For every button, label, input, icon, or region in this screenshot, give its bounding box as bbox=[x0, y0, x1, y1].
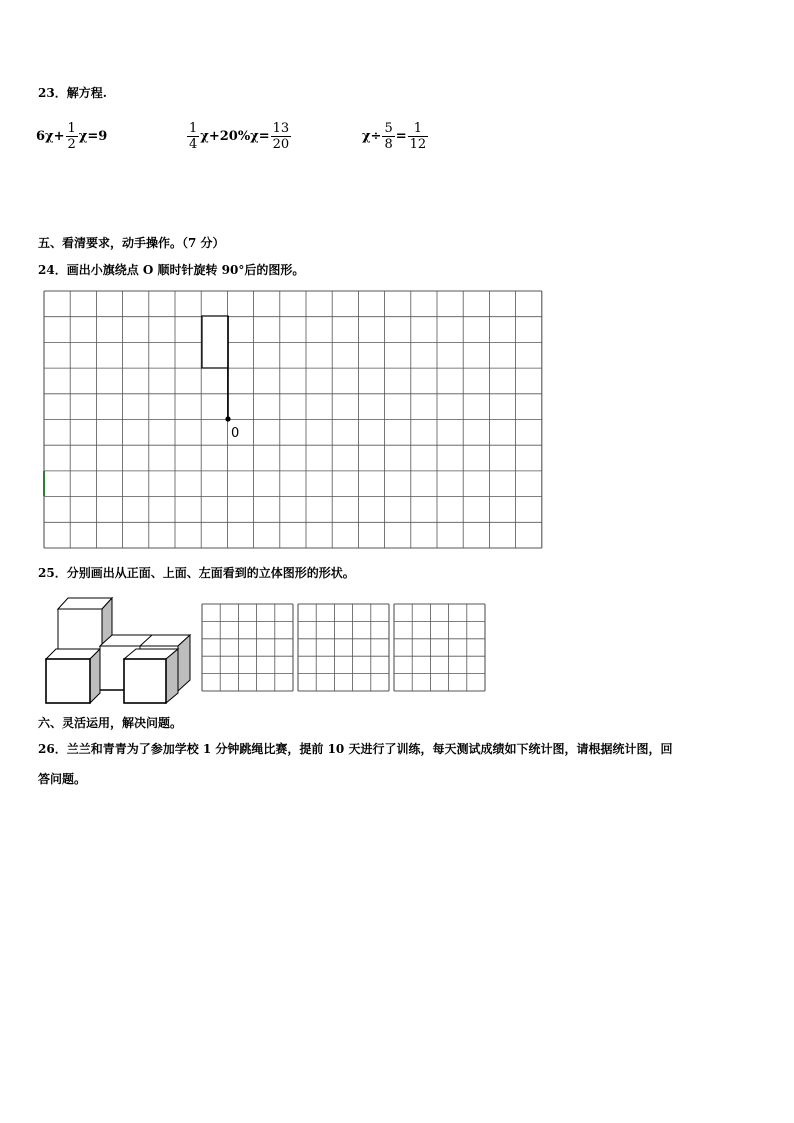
eq1-left: 6χ+ bbox=[36, 129, 65, 144]
q23-title: 23．解方程. bbox=[38, 86, 107, 100]
section6-title: 六、灵活运用，解决问题。 bbox=[38, 716, 183, 730]
point-o-label: 0 bbox=[231, 426, 240, 441]
front-view-grid bbox=[202, 604, 293, 691]
top-view-grid bbox=[298, 604, 389, 691]
eq2-fraction-1: $\frac{1}{4}$ bbox=[189, 121, 198, 152]
eq1-right: χ=9 bbox=[78, 129, 108, 144]
left-view-grid bbox=[394, 604, 485, 691]
section5-title: 五、看清要求，动手操作。（7 分） bbox=[38, 236, 225, 250]
eq2-mid: χ+20%χ= bbox=[200, 129, 270, 144]
eq3-left: χ÷ bbox=[362, 129, 382, 144]
q26-line1: 26．兰兰和青青为了参加学校 1 分钟跳绳比赛，提前 10 天进行了训练，每天测试成绩如下统计图，请根据统计图，回 bbox=[38, 742, 673, 756]
q26-line2: 答问题。 bbox=[38, 772, 87, 786]
eq2-fraction-2: $\frac{13}{20}$ bbox=[272, 121, 290, 152]
q24-title: 24．画出小旗绕点 O 顺时针旋转 90°后的图形。 bbox=[38, 263, 305, 277]
q25-title: 25．分别画出从正面、上面、左面看到的立体图形的形状。 bbox=[38, 566, 355, 580]
eq3-fraction-1: $\frac{5}{8}$ bbox=[384, 121, 393, 152]
eq3-fraction-2: $\frac{1}{12}$ bbox=[409, 121, 427, 152]
eq3-mid: = bbox=[395, 129, 407, 144]
eq1-fraction: $\frac{1}{2}$ bbox=[67, 121, 76, 152]
